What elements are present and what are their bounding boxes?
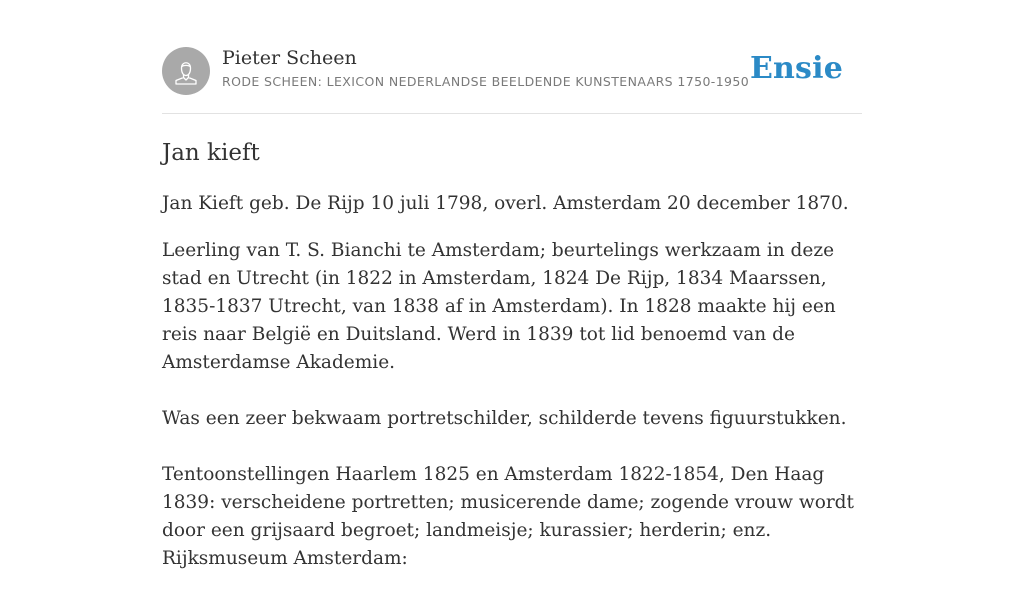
article-paragraph: Was een zeer bekwaam portretschilder, schilderde tevens figuurstukken.	[162, 408, 847, 429]
source-title[interactable]: RODE SCHEEN: LEXICON NEDERLANDSE BEELDENDE KUNSTENAARS 1750-1950	[222, 74, 750, 89]
article-page	[162, 0, 862, 569]
article-paragraph: Tentoonstellingen Haarlem 1825 en Amsterdam 1822-1854, Den Haag 1839: verscheidene portretten; musicerende dame; zogende vrouw wordt door een grijsaard begroet; landmeisje; kurassier; herderin; enz. Rijksmuseum Amsterdam:	[162, 464, 854, 569]
article-paragraph: Leerling van T. S. Bianchi te Amsterdam; beurtelings werkzaam in deze stad en Utrecht (in 1822 in Amsterdam, 1824 De Rijp, 1834 Maarssen, 1835-1837 Utrecht, van 1838 af in Amsterdam). In 1828 maakte hij een reis naar België en Duitsland. Werd in 1839 tot lid benoemd van de Amsterdamse Akademie.	[162, 240, 836, 373]
article-title: Jan kieft	[162, 140, 260, 166]
ensie-logo[interactable]: Ensie	[749, 51, 843, 86]
article-paragraph: Jan Kieft geb. De Rijp 10 juli 1798, overl. Amsterdam 20 december 1870.	[162, 193, 849, 214]
article-body	[162, 190, 862, 592]
author-name[interactable]: Pieter Scheen	[222, 47, 357, 69]
article-header	[162, 0, 862, 114]
user-placeholder-icon[interactable]	[162, 47, 210, 95]
